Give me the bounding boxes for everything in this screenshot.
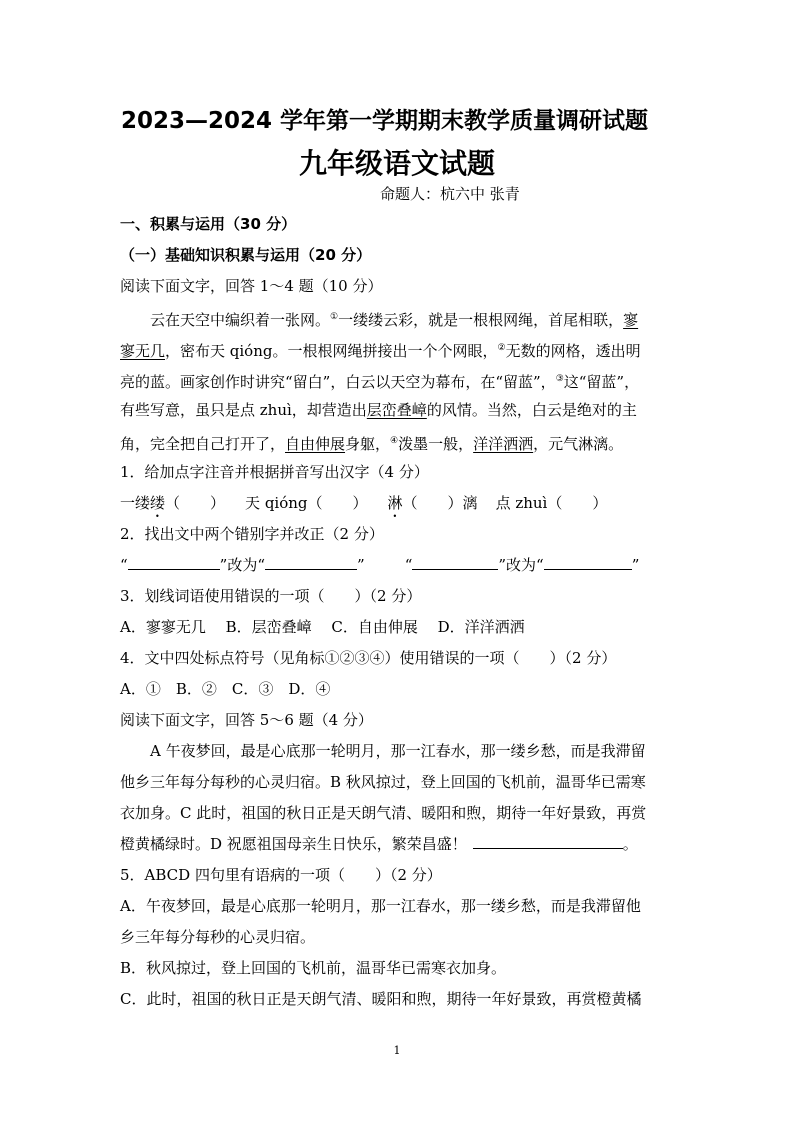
text-run: ”改为“ bbox=[219, 556, 266, 574]
question-5-option-a-cont: 乡三年每分每秒的心灵归宿。 bbox=[120, 928, 316, 946]
dotted-char: 淋 bbox=[387, 494, 403, 512]
text-run: 漓 bbox=[462, 494, 478, 512]
passage1-line2 bbox=[120, 338, 641, 361]
question-2-blanks bbox=[120, 555, 639, 575]
text-run: 的风情。当然，白云是绝对的主 bbox=[426, 401, 637, 419]
section-heading: 一、积累与运用（30 分） bbox=[120, 215, 297, 233]
text-run: ”改为“ bbox=[498, 556, 544, 574]
answer-blank[interactable] bbox=[473, 834, 623, 849]
answer-blank[interactable] bbox=[412, 555, 498, 570]
answer-blank[interactable] bbox=[544, 555, 632, 570]
question-5-option-c[interactable]: C．此时，祖国的秋日正是天朗气清、暖阳和煦，期待一年好景致，再赏橙黄橘 bbox=[120, 990, 642, 1008]
exam-subtitle: 九年级语文试题 bbox=[298, 147, 495, 180]
text-run: “ bbox=[120, 556, 128, 574]
question-3-stem: 3．划线词语使用错误的一项（ ）（2 分） bbox=[120, 587, 422, 605]
text-run: 橙黄橘绿时。D 祝愿祖国母亲生日快乐，繁荣昌盛！ bbox=[120, 835, 467, 853]
author-line: 命题人：杭六中 张青 bbox=[380, 185, 520, 203]
text-run: “ bbox=[404, 556, 413, 574]
text-run: 一缕 bbox=[120, 494, 151, 512]
underlined-word: 自由伸展 bbox=[285, 435, 346, 453]
passage2-line3: 衣加身。C 此时，祖国的秋日正是天朗气清、暖阳和煦，期待一年好景致，再赏 bbox=[120, 804, 647, 822]
text-run: ，元气淋漓。 bbox=[533, 435, 624, 453]
question-4-stem: 4．文中四处标点符号（见角标①②③④）使用错误的一项（ ）（2 分） bbox=[120, 649, 617, 667]
question-4-options[interactable]: A．① B．② C．③ D．④ bbox=[120, 680, 331, 698]
footnote-mark: ① bbox=[330, 312, 339, 322]
answer-paren[interactable]: 点 zhuì（ ） bbox=[495, 494, 608, 512]
question-3-options[interactable]: A．寥寥无几 B．层峦叠嶂 C．自由伸展 D．洋洋洒洒 bbox=[120, 618, 525, 636]
footnote-mark: ④ bbox=[390, 436, 399, 446]
question-1-blanks bbox=[120, 493, 607, 521]
question-5-option-b[interactable]: B．秋风掠过，登上回国的飞机前，温哥华已需寒衣加身。 bbox=[120, 959, 507, 977]
text-run: 有些写意，虽只是点 zhuì，却营造出 bbox=[120, 401, 367, 419]
footnote-mark: ③ bbox=[555, 374, 564, 384]
text-run: 泼墨一般， bbox=[398, 435, 474, 453]
reading-instruction-1: 阅读下面文字，回答 1～4 题（10 分） bbox=[120, 277, 383, 295]
footnote-mark: ② bbox=[497, 343, 506, 353]
text-run: 云在天空中编织着一张网。 bbox=[150, 311, 331, 329]
text-run: ，密布天 qióng。一根根网绳拼接出一个个网眼， bbox=[165, 342, 498, 360]
text-run: 一缕缕云彩，就是一根根网绳，首尾相联， bbox=[338, 311, 624, 329]
underlined-word: 寥 bbox=[623, 311, 639, 329]
passage1-line5 bbox=[120, 431, 623, 454]
underlined-word: 层峦叠嶂 bbox=[366, 401, 427, 419]
passage2-line4 bbox=[120, 834, 638, 854]
text-run: ” bbox=[631, 556, 640, 574]
passage2-line1: A 午夜梦回，最是心底那一轮明月，那一江春水，那一缕乡愁，而是我滞留 bbox=[150, 742, 646, 760]
underlined-word: 寥无几 bbox=[120, 342, 166, 360]
answer-paren[interactable]: 天 qióng（ ） bbox=[245, 494, 368, 512]
text-run: ” bbox=[357, 556, 365, 574]
question-5-option-a[interactable]: A．午夜梦回，最是心底那一轮明月，那一江春水，那一缕乡愁，而是我滞留他 bbox=[120, 897, 641, 915]
underlined-word: 洋洋洒洒 bbox=[473, 435, 534, 453]
question-2-stem: 2．找出文中两个错别字并改正（2 分） bbox=[120, 525, 384, 543]
passage1-line1 bbox=[150, 307, 638, 330]
answer-blank[interactable] bbox=[128, 555, 220, 570]
text-run: 身躯， bbox=[345, 435, 391, 453]
passage1-line3 bbox=[120, 369, 639, 392]
page-number: 1 bbox=[393, 1044, 401, 1057]
text-run: 这“留蓝”， bbox=[563, 373, 640, 391]
text-run: 角，完全把自己打开了， bbox=[120, 435, 286, 453]
question-1-stem: 1．给加点字注音并根据拼音写出汉字（4 分） bbox=[120, 463, 429, 481]
exam-title: 2023—2024 学年第一学期期末教学质量调研试题 bbox=[121, 108, 649, 134]
answer-paren[interactable]: （ ） bbox=[402, 494, 463, 512]
reading-instruction-2: 阅读下面文字，回答 5～6 题（4 分） bbox=[120, 711, 373, 729]
passage2-line2: 他乡三年每分每秒的心灵归宿。B 秋风掠过，登上回国的飞机前，温哥华已需寒 bbox=[120, 773, 646, 791]
dotted-char: 缕 bbox=[150, 494, 166, 512]
subsection-heading: （一）基础知识积累与运用（20 分） bbox=[120, 246, 372, 264]
text-run: 。 bbox=[622, 835, 638, 853]
text-run: 无数的网格，透出明 bbox=[505, 342, 641, 360]
text-run: 亮的蓝。画家创作时讲究“留白”，白云以天空为幕布，在“留蓝”， bbox=[120, 373, 556, 391]
answer-paren[interactable]: （ ） bbox=[165, 494, 226, 512]
question-5-stem: 5．ABCD 四句里有语病的一项（ ）（2 分） bbox=[120, 866, 442, 884]
passage1-line4 bbox=[120, 400, 637, 420]
answer-blank[interactable] bbox=[265, 555, 357, 570]
